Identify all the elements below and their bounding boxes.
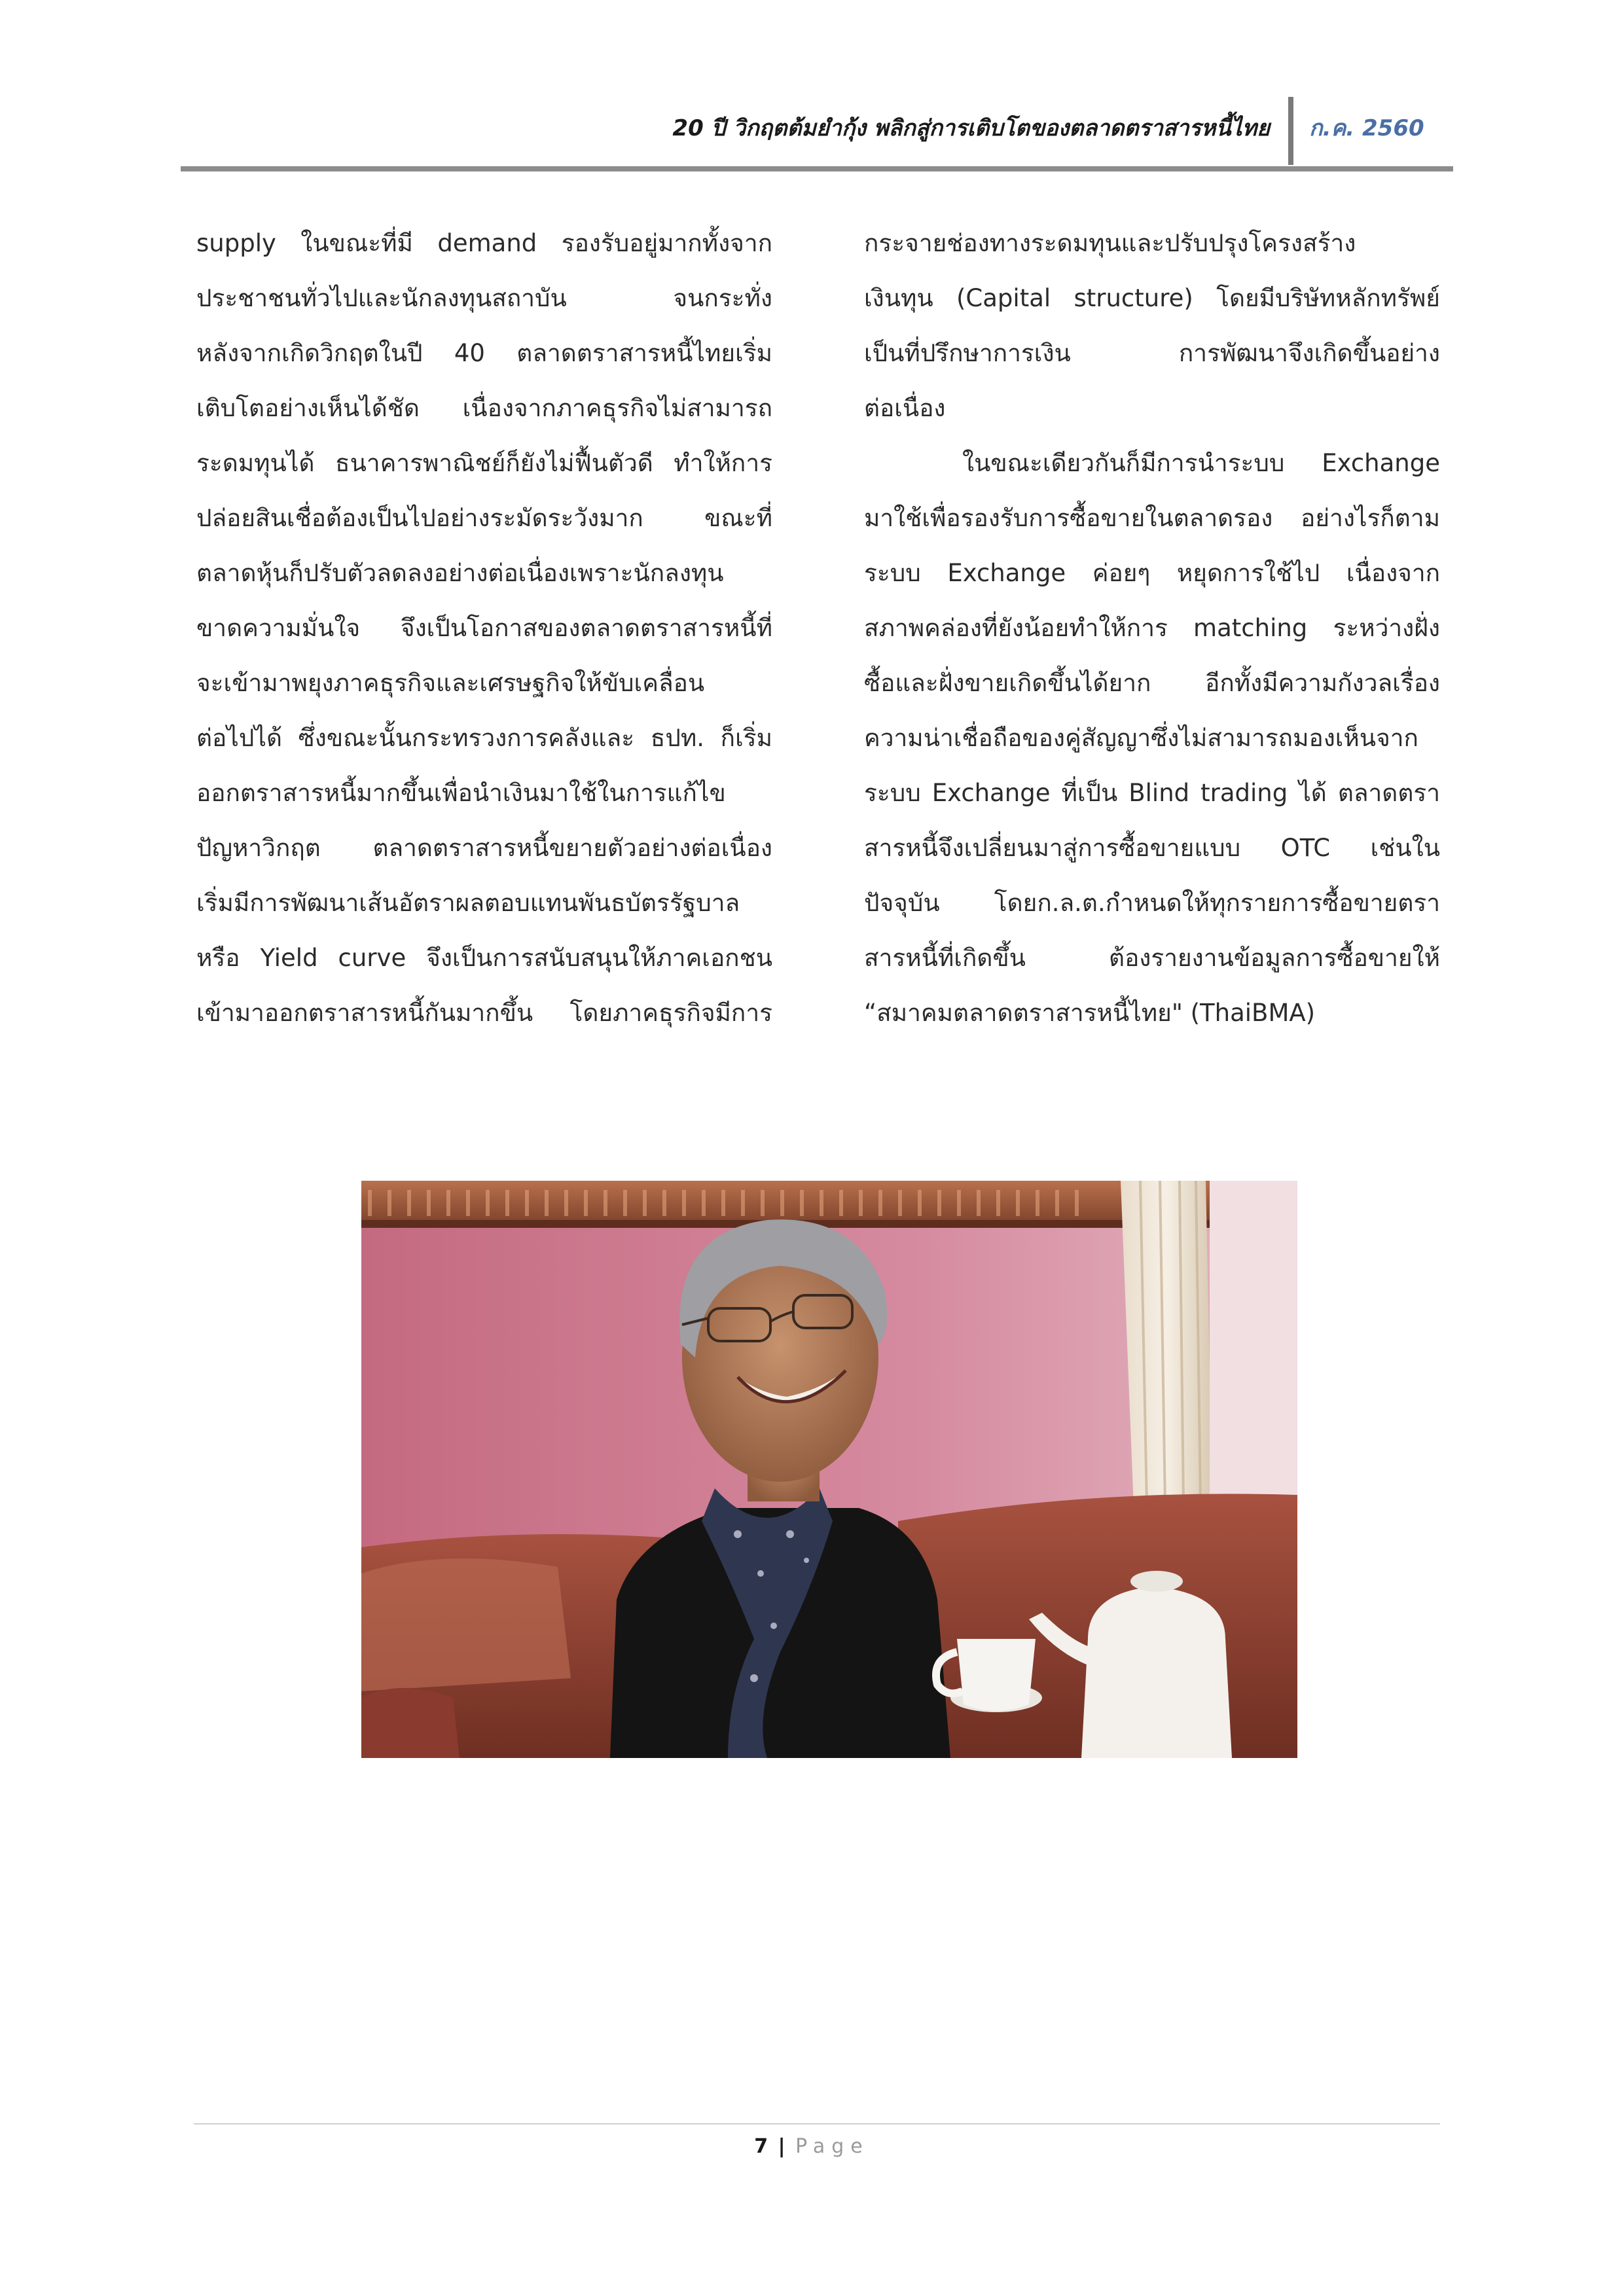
body-line: ซื้อและฝั่งขายเกิดขึ้นได้ยาก อีกทั้งมีความกังวลเรื่อง xyxy=(864,669,1440,697)
header-divider xyxy=(1288,97,1293,165)
body-line: มาใช้เพื่อรองรับการซื้อขายในตลาดรอง อย่างไรก็ตาม xyxy=(864,504,1440,532)
body-line: สภาพคล่องที่ยังน้อยทำให้การ matching ระหว่างฝั่ง xyxy=(864,614,1440,642)
body-line: สารหนี้ที่เกิดขึ้น ต้องรายงานข้อมูลการซื้อขายให้ xyxy=(864,944,1440,972)
body-line: เติบโตอย่างเห็นได้ชัด เนื่องจากภาคธุรกิจไม่สามารถ xyxy=(196,394,772,422)
portrait-photo xyxy=(361,1181,1297,1758)
body-line: ต่อเนื่อง xyxy=(864,394,946,422)
page-number: 7 xyxy=(754,2135,768,2158)
page-label: Page xyxy=(795,2135,869,2158)
body-line: เป็นที่ปรึกษาการเงิน การพัฒนาจึงเกิดขึ้นอย่าง xyxy=(864,339,1440,367)
body-line: เริ่มมีการพัฒนาเส้นอัตราผลตอบแทนพันธบัตรรัฐบาล xyxy=(196,889,740,917)
body-line: supply ในขณะที่มี demand รองรับอยู่มากทั้งจาก xyxy=(196,229,772,257)
window-light xyxy=(1210,1181,1297,1521)
body-line: เข้ามาออกตราสารหนี้กันมากขึ้น โดยภาคธุรกิจมีการ xyxy=(196,999,772,1027)
paragraph-first-line: ในขณะเดียวกันก็มีการนำระบบ Exchange xyxy=(962,449,1440,477)
right-column xyxy=(864,216,1440,1041)
body-line: ประชาชนทั่วไปและนักลงทุนสถาบัน จนกระทั่ง xyxy=(196,284,772,312)
body-line: ปัจจุบัน โดยก.ล.ต.กำหนดให้ทุกรายการซื้อขายตรา xyxy=(864,889,1440,917)
left-column xyxy=(196,216,772,1041)
footer-rule xyxy=(194,2123,1440,2125)
body-line: ออกตราสารหนี้มากขึ้นเพื่อนำเงินมาใช้ในการแก้ไข xyxy=(196,779,726,807)
body-line: ปัญหาวิกฤต ตลาดตราสารหนี้ขยายตัวอย่างต่อเนื่อง xyxy=(196,834,772,862)
body-line: ตลาดหุ้นก็ปรับตัวลดลงอย่างต่อเนื่องเพราะนักลงทุน xyxy=(196,559,724,587)
body-line: ต่อไปได้ ซึ่งขณะนั้นกระทรวงการคลังและ ธปท. ก็เริ่ม xyxy=(196,724,772,752)
page-footer xyxy=(746,2135,877,2158)
header-date: ก.ค. 2560 xyxy=(1309,115,1424,141)
header-rule xyxy=(181,166,1453,171)
body-line: ปล่อยสินเชื่อต้องเป็นไปอย่างระมัดระวังมาก ขณะที่ xyxy=(196,504,772,532)
body-line: ระบบ Exchange ค่อยๆ หยุดการใช้ไป เนื่องจาก xyxy=(864,559,1440,587)
body-line: ขาดความมั่นใจ จึงเป็นโอกาสของตลาดตราสารหนี้ที่ xyxy=(196,614,772,642)
body-line: “สมาคมตลาดตราสารหนี้ไทย" (ThaiBMA) xyxy=(864,999,1316,1027)
body-line: กระจายช่องทางระดมทุนและปรับปรุงโครงสร้าง xyxy=(864,229,1356,257)
teapot xyxy=(1081,1587,1232,1758)
body-line: ความน่าเชื่อถือของคู่สัญญาซึ่งไม่สามารถมองเห็นจาก xyxy=(864,724,1418,752)
page-separator: | xyxy=(778,2135,785,2158)
body-line: สารหนี้จึงเปลี่ยนมาสู่การซื้อขายแบบ OTC เช่นใน xyxy=(864,834,1440,862)
body-line: หลังจากเกิดวิกฤตในปี 40 ตลาดตราสารหนี้ไทยเริ่ม xyxy=(196,339,772,367)
body-line: ระดมทุนได้ ธนาคารพาณิชย์ก็ยังไม่ฟื้นตัวดี ทำให้การ xyxy=(196,449,772,477)
teacup xyxy=(957,1639,1036,1711)
portrait-illustration xyxy=(361,1181,1297,1758)
body-line: ระบบ Exchange ที่เป็น Blind trading ได้ ตลาดตรา xyxy=(864,779,1440,807)
header-title: 20 ปี วิกฤตต้มยำกุ้ง พลิกสู่การเติบโตของตลาดตราสารหนี้ไทย xyxy=(672,115,1270,141)
body-line: จะเข้ามาพยุงภาคธุรกิจและเศรษฐกิจให้ขับเคลื่อน xyxy=(196,669,705,697)
body-line: หรือ Yield curve จึงเป็นการสนับสนุนให้ภาคเอกชน xyxy=(196,944,772,972)
body-line: เงินทุน (Capital structure) โดยมีบริษัทหลักทรัพย์ xyxy=(864,284,1440,312)
